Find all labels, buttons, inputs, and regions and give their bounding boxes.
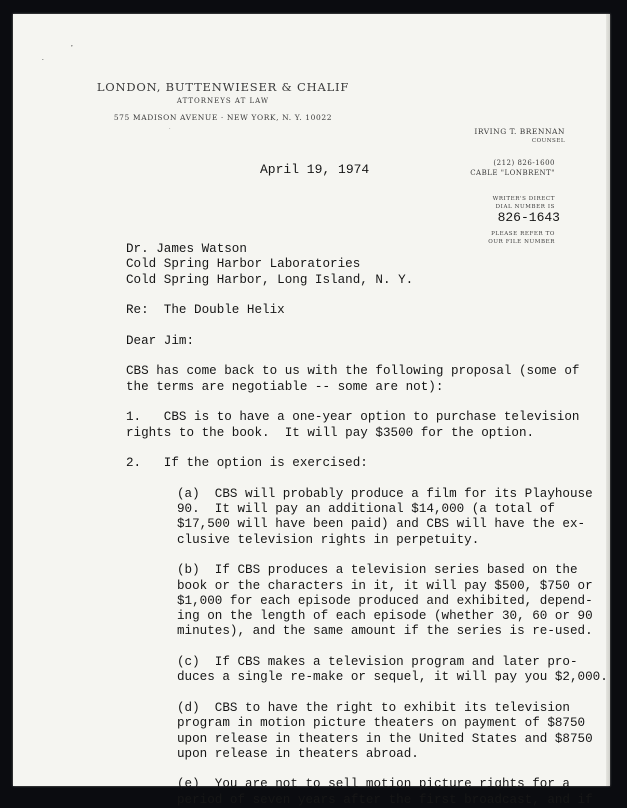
paragraph-line: CBS has come back to us with the following proposal (some of: [126, 364, 580, 379]
paragraph-line: minutes), and the same amount if the series is re-used.: [177, 624, 593, 639]
paragraph-line: 90. It will pay an additional $14,000 (a total of: [177, 502, 555, 517]
paragraph-line: 2. If the option is exercised:: [126, 456, 368, 471]
firm-address: 575 MADISON AVENUE · NEW YORK, N. Y. 10022: [113, 113, 333, 122]
letter-date: April 19, 1974: [260, 162, 370, 177]
paragraph-line: (a) CBS will probably produce a film for its Playhouse: [177, 486, 593, 501]
firm-phone: (212) 826-1600: [493, 159, 555, 167]
paragraph-line: (c) If CBS makes a television program and later pro-: [177, 655, 578, 670]
letter-body: [126, 242, 608, 808]
firm-cable: CABLE "LONBRENT": [470, 169, 555, 177]
paragraph-line: program in motion picture theaters on payment of $8750: [177, 716, 586, 731]
paragraph-line: clusive television rights in perpetuity.: [177, 532, 480, 547]
direct-dial-label: DIAL NUMBER IS: [495, 204, 555, 210]
direct-dial-number: 826-1643: [497, 210, 560, 225]
recipient-institution: Cold Spring Harbor Laboratories: [126, 257, 361, 272]
file-number-label: PLEASE REFER TO: [491, 231, 555, 237]
counsel-title: COUNSEL: [531, 138, 565, 144]
paragraph-line: duces a single re-make or sequel, it will pay you $2,000.: [177, 670, 608, 685]
paragraph-line: (d) CBS to have the right to exhibit its television: [177, 700, 570, 715]
counsel-name: IRVING T. BRENNAN: [474, 127, 565, 136]
subclause-block: [126, 487, 608, 808]
recipient-address: Cold Spring Harbor, Long Island, N. Y.: [126, 272, 414, 287]
direct-dial-label: WRITER'S DIRECT: [492, 196, 555, 202]
stray-mark: ,: [71, 40, 73, 48]
paragraph-line: upon release in theaters in the United States and $8750: [177, 731, 593, 746]
paragraph-line: $1,000 for each episode produced and exhibited, depend-: [177, 593, 593, 608]
paragraph-line: ing on the length of each episode (whether 30, 60 or 90: [177, 609, 593, 624]
paragraph-line: $17,500 will have been paid) and CBS will have the ex-: [177, 517, 586, 532]
paragraph-line: period of seven years after the first broadcast, and if: [177, 792, 593, 807]
paragraph-line: (e) You are not to sell motion picture rights for a: [177, 777, 570, 792]
firm-name: LONDON, BUTTENWIESER & CHALIF: [96, 80, 350, 94]
paragraph-line: (b) If CBS produces a television series based on the: [177, 563, 578, 578]
letter-page: [13, 14, 610, 807]
firm-subtitle: ATTORNEYS AT LAW: [176, 97, 270, 105]
stray-mark: ·: [169, 127, 171, 132]
stray-mark: .: [42, 54, 44, 62]
paragraph-line: upon release in theaters abroad.: [177, 746, 419, 761]
paragraph-line: 1. CBS is to have a one-year option to purchase television: [126, 410, 580, 425]
salutation: Dear Jim:: [126, 333, 195, 348]
recipient-name: Dr. James Watson: [126, 242, 247, 256]
paragraph-line: book or the characters in it, it will pay $500, $750 or: [177, 578, 593, 593]
paragraph-line: rights to the book. It will pay $3500 for the option.: [126, 425, 535, 440]
subject-line: Re: The Double Helix: [126, 303, 285, 318]
paragraph-line: the terms are negotiable -- some are not):: [126, 379, 444, 394]
file-number-label: OUR FILE NUMBER: [488, 239, 555, 245]
